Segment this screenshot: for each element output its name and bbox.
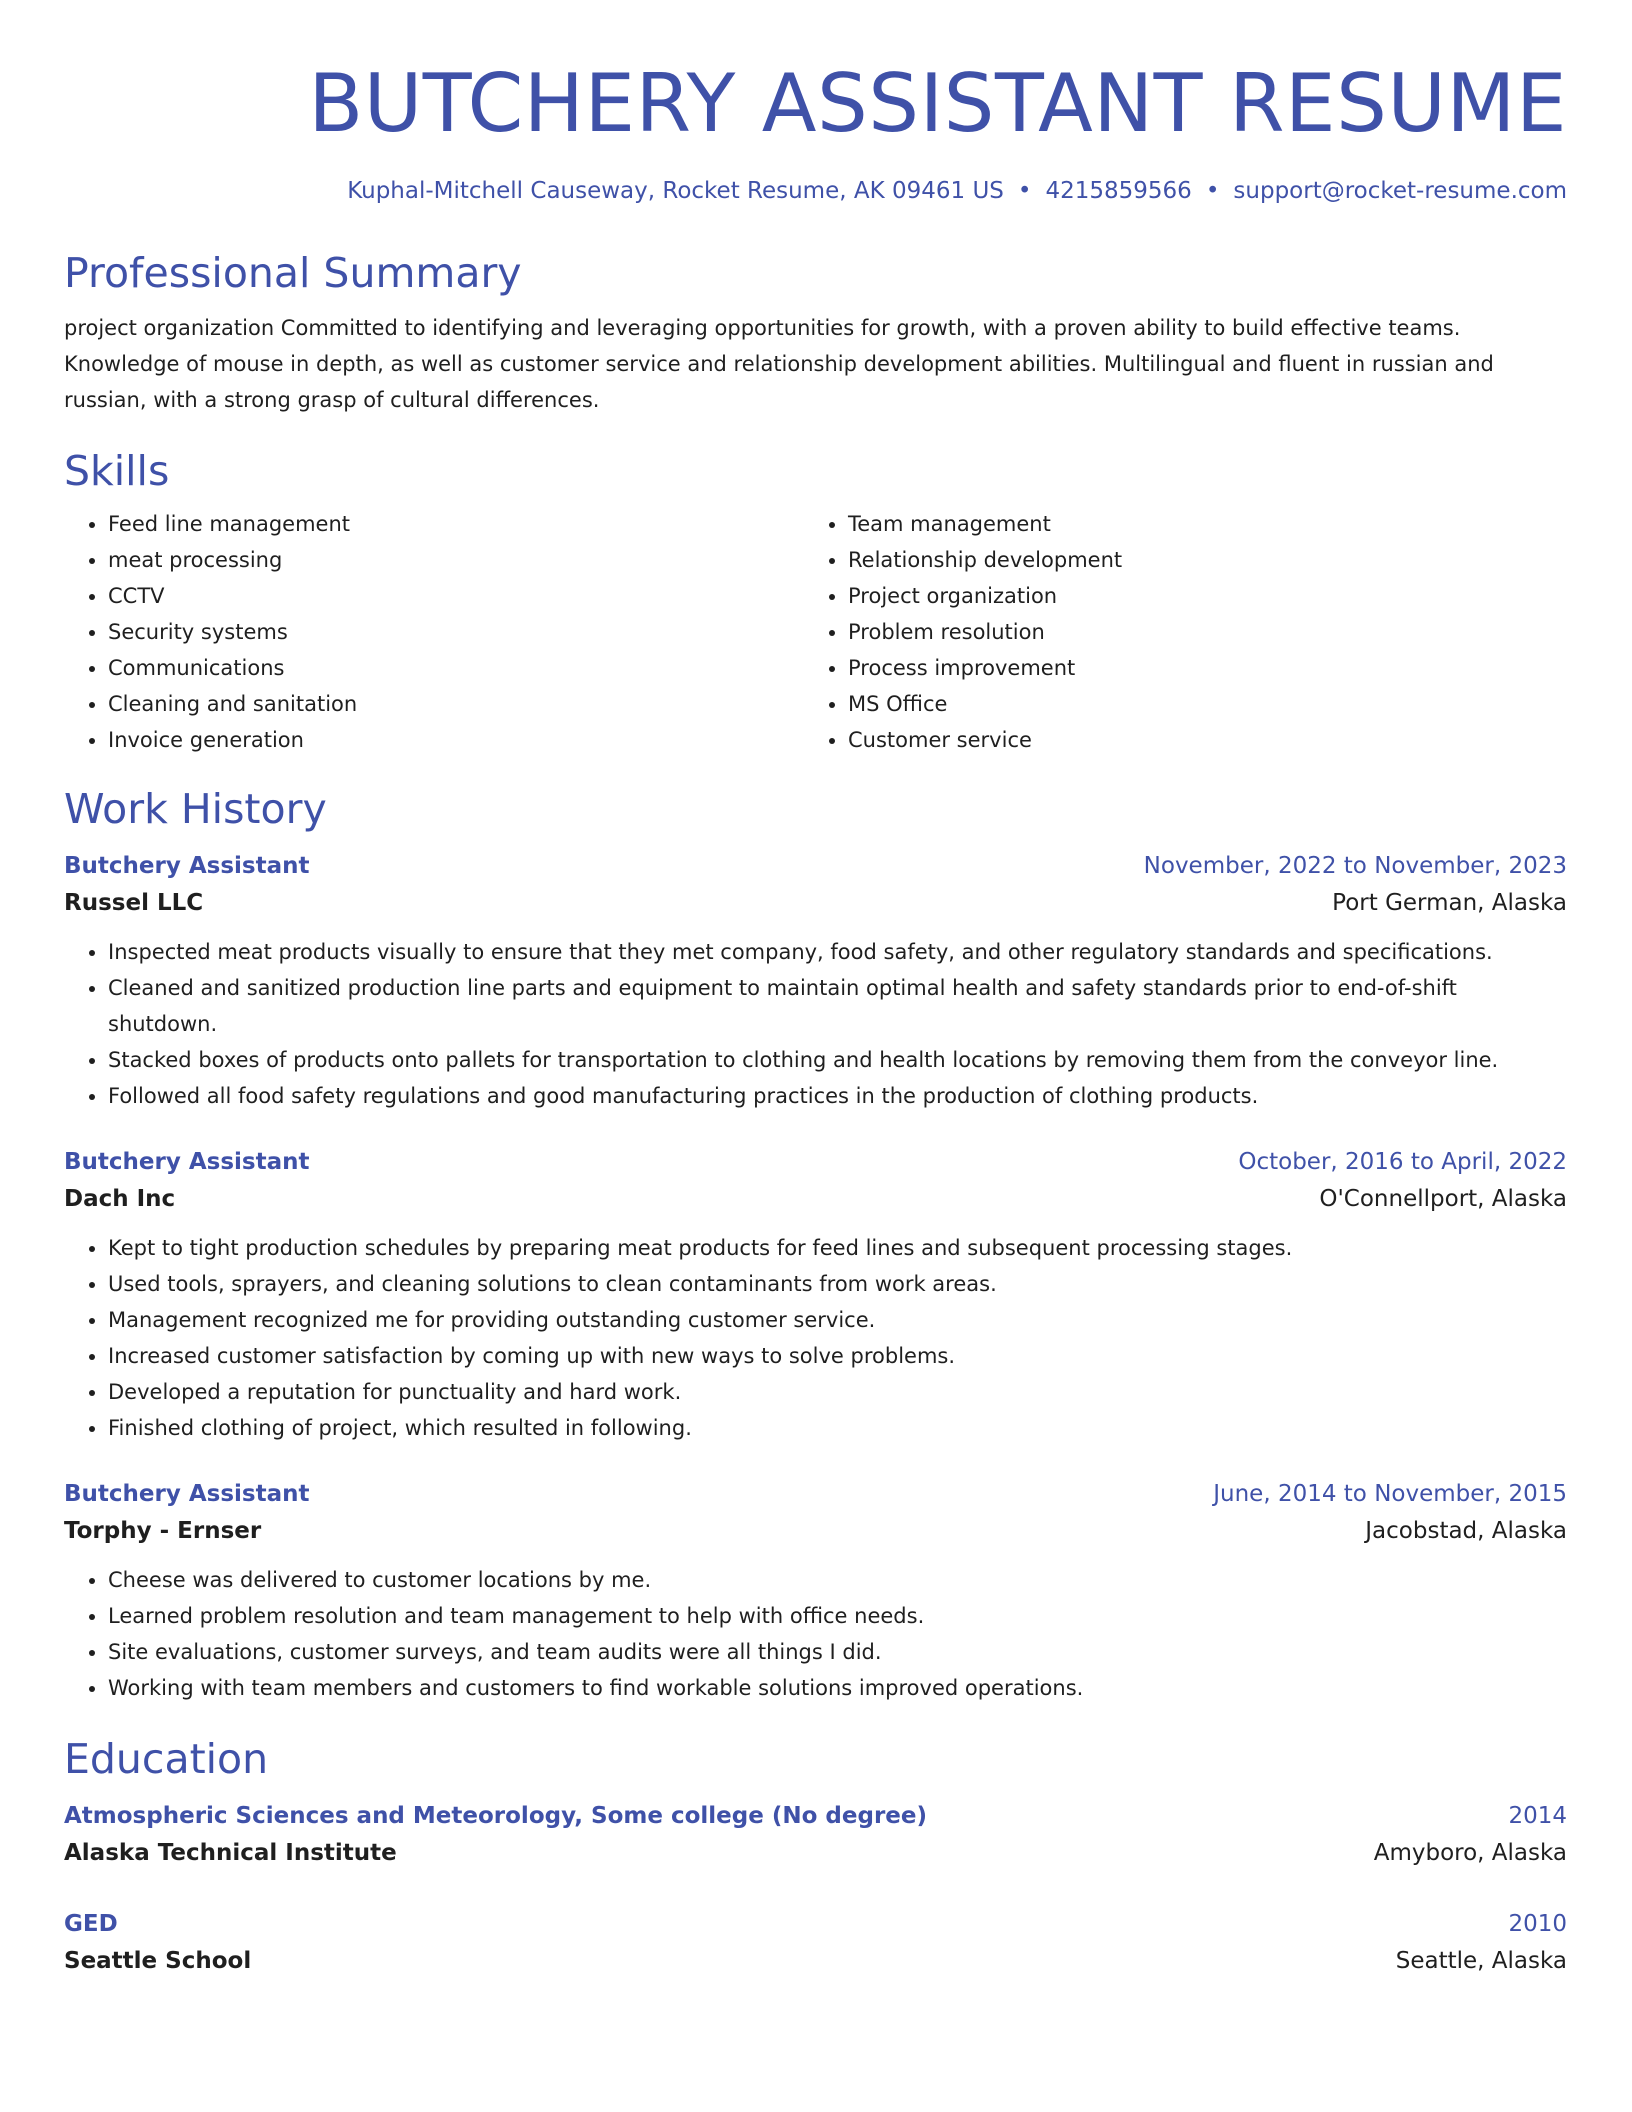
contact-separator: • [1205, 178, 1220, 204]
contact-separator: • [1017, 178, 1032, 204]
job-bullet: • Site evaluations, customer surveys, and team audits were all things I did. [108, 1634, 1567, 1670]
job-bullet: • Finished clothing of project, which resulted in following. [108, 1410, 1567, 1446]
job-bullet: • Cheese was delivered to customer locations by me. [108, 1562, 1567, 1598]
skills-column-left [64, 506, 804, 758]
degree-title: Atmospheric Sciences and Meteorology, Some college (No degree) [64, 1803, 927, 1829]
work-history-heading: Work History [64, 785, 327, 833]
skills-section [64, 446, 1567, 758]
skill-item: • Problem resolution [848, 614, 1544, 650]
skill-item: • MS Office [848, 686, 1544, 722]
job-bullet: • Increased customer satisfaction by coming up with new ways to solve problems. [108, 1338, 1567, 1374]
work-history-section [64, 784, 1567, 1706]
contact-phone: 4215859566 [1045, 178, 1192, 204]
job-company: Russel LLC [64, 890, 204, 916]
education-section [64, 1734, 1567, 1980]
job-dates: November, 2022 to November, 2023 [1143, 853, 1567, 879]
summary-text: project organization Committed to identifying and leveraging opportunities for growth, with a proven ability to build effective teams. Knowledge of mouse in depth, as well as customer service and relationship development abilities. Multilingual and fluent in russian and russian, with a strong grasp of cultural differences. [64, 316, 1494, 412]
job-bullet: • Inspected meat products visually to ensure that they met company, food safety, and other regulatory standards and specifications. [108, 934, 1567, 970]
contact-line [64, 176, 1567, 206]
job-bullet: • Developed a reputation for punctuality and hard work. [108, 1374, 1567, 1410]
job-bullet: • Management recognized me for providing outstanding customer service. [108, 1302, 1567, 1338]
job-title: Butchery Assistant [64, 1481, 310, 1507]
skill-item: • Team management [848, 506, 1544, 542]
education-year: 2014 [1508, 1803, 1567, 1829]
education-entry [64, 1906, 1567, 1980]
job-location: O'Connellport, Alaska [1319, 1186, 1567, 1212]
contact-email: support@rocket-resume.com [1233, 178, 1567, 204]
skill-item: • Project organization [848, 578, 1544, 614]
job-bullet: • Followed all food safety regulations and good manufacturing practices in the production of clothing products. [108, 1078, 1567, 1114]
job-dates: June, 2014 to November, 2015 [1213, 1481, 1567, 1507]
job-bullet: • Stacked boxes of products onto pallets for transportation to clothing and health locations by removing them from the conveyor line. [108, 1042, 1567, 1078]
job-entry [64, 1144, 1567, 1446]
school-location: Seattle, Alaska [1395, 1948, 1567, 1974]
job-location: Port German, Alaska [1332, 890, 1567, 916]
school-name: Alaska Technical Institute [64, 1840, 397, 1866]
skill-item: • Cleaning and sanitation [108, 686, 804, 722]
summary-heading: Professional Summary [64, 249, 522, 297]
job-bullet: • Cleaned and sanitized production line parts and equipment to maintain optimal health and safety standards prior to end-of-shift shutdown. [108, 970, 1567, 1042]
school-location: Amyboro, Alaska [1373, 1840, 1567, 1866]
education-heading: Education [64, 1735, 269, 1783]
education-year: 2010 [1508, 1911, 1567, 1937]
skills-columns [64, 506, 1567, 758]
skill-item: • Customer service [848, 722, 1544, 758]
job-bullet: • Kept to tight production schedules by preparing meat products for feed lines and subsequent processing stages. [108, 1230, 1567, 1266]
job-location: Jacobstad, Alaska [1365, 1518, 1567, 1544]
job-bullet: • Learned problem resolution and team management to help with office needs. [108, 1598, 1567, 1634]
resume-title: BUTCHERY ASSISTANT RESUME [308, 57, 1567, 150]
summary-section [64, 248, 1567, 418]
skill-item: • Communications [108, 650, 804, 686]
job-title: Butchery Assistant [64, 853, 310, 879]
skills-column-right [804, 506, 1544, 758]
skill-item: • Feed line management [108, 506, 804, 542]
education-entry [64, 1798, 1567, 1872]
degree-title: GED [64, 1911, 118, 1937]
resume-page [64, 0, 1567, 1980]
contact-address: Kuphal-Mitchell Causeway, Rocket Resume, AK 09461 US [347, 178, 1004, 204]
school-name: Seattle School [64, 1948, 252, 1974]
skill-item: • Process improvement [848, 650, 1544, 686]
skill-item: • meat processing [108, 542, 804, 578]
job-entry [64, 848, 1567, 1114]
job-company: Dach Inc [64, 1186, 176, 1212]
skill-item: • Invoice generation [108, 722, 804, 758]
skills-heading: Skills [64, 447, 170, 495]
job-entry [64, 1476, 1567, 1706]
skill-item: • Security systems [108, 614, 804, 650]
job-dates: October, 2016 to April, 2022 [1238, 1149, 1567, 1175]
job-company: Torphy - Ernser [64, 1518, 262, 1544]
skill-item: • CCTV [108, 578, 804, 614]
skill-item: • Relationship development [848, 542, 1544, 578]
job-title: Butchery Assistant [64, 1149, 310, 1175]
job-bullet: • Working with team members and customers to find workable solutions improved operations. [108, 1670, 1567, 1706]
job-bullet: • Used tools, sprayers, and cleaning solutions to clean contaminants from work areas. [108, 1266, 1567, 1302]
